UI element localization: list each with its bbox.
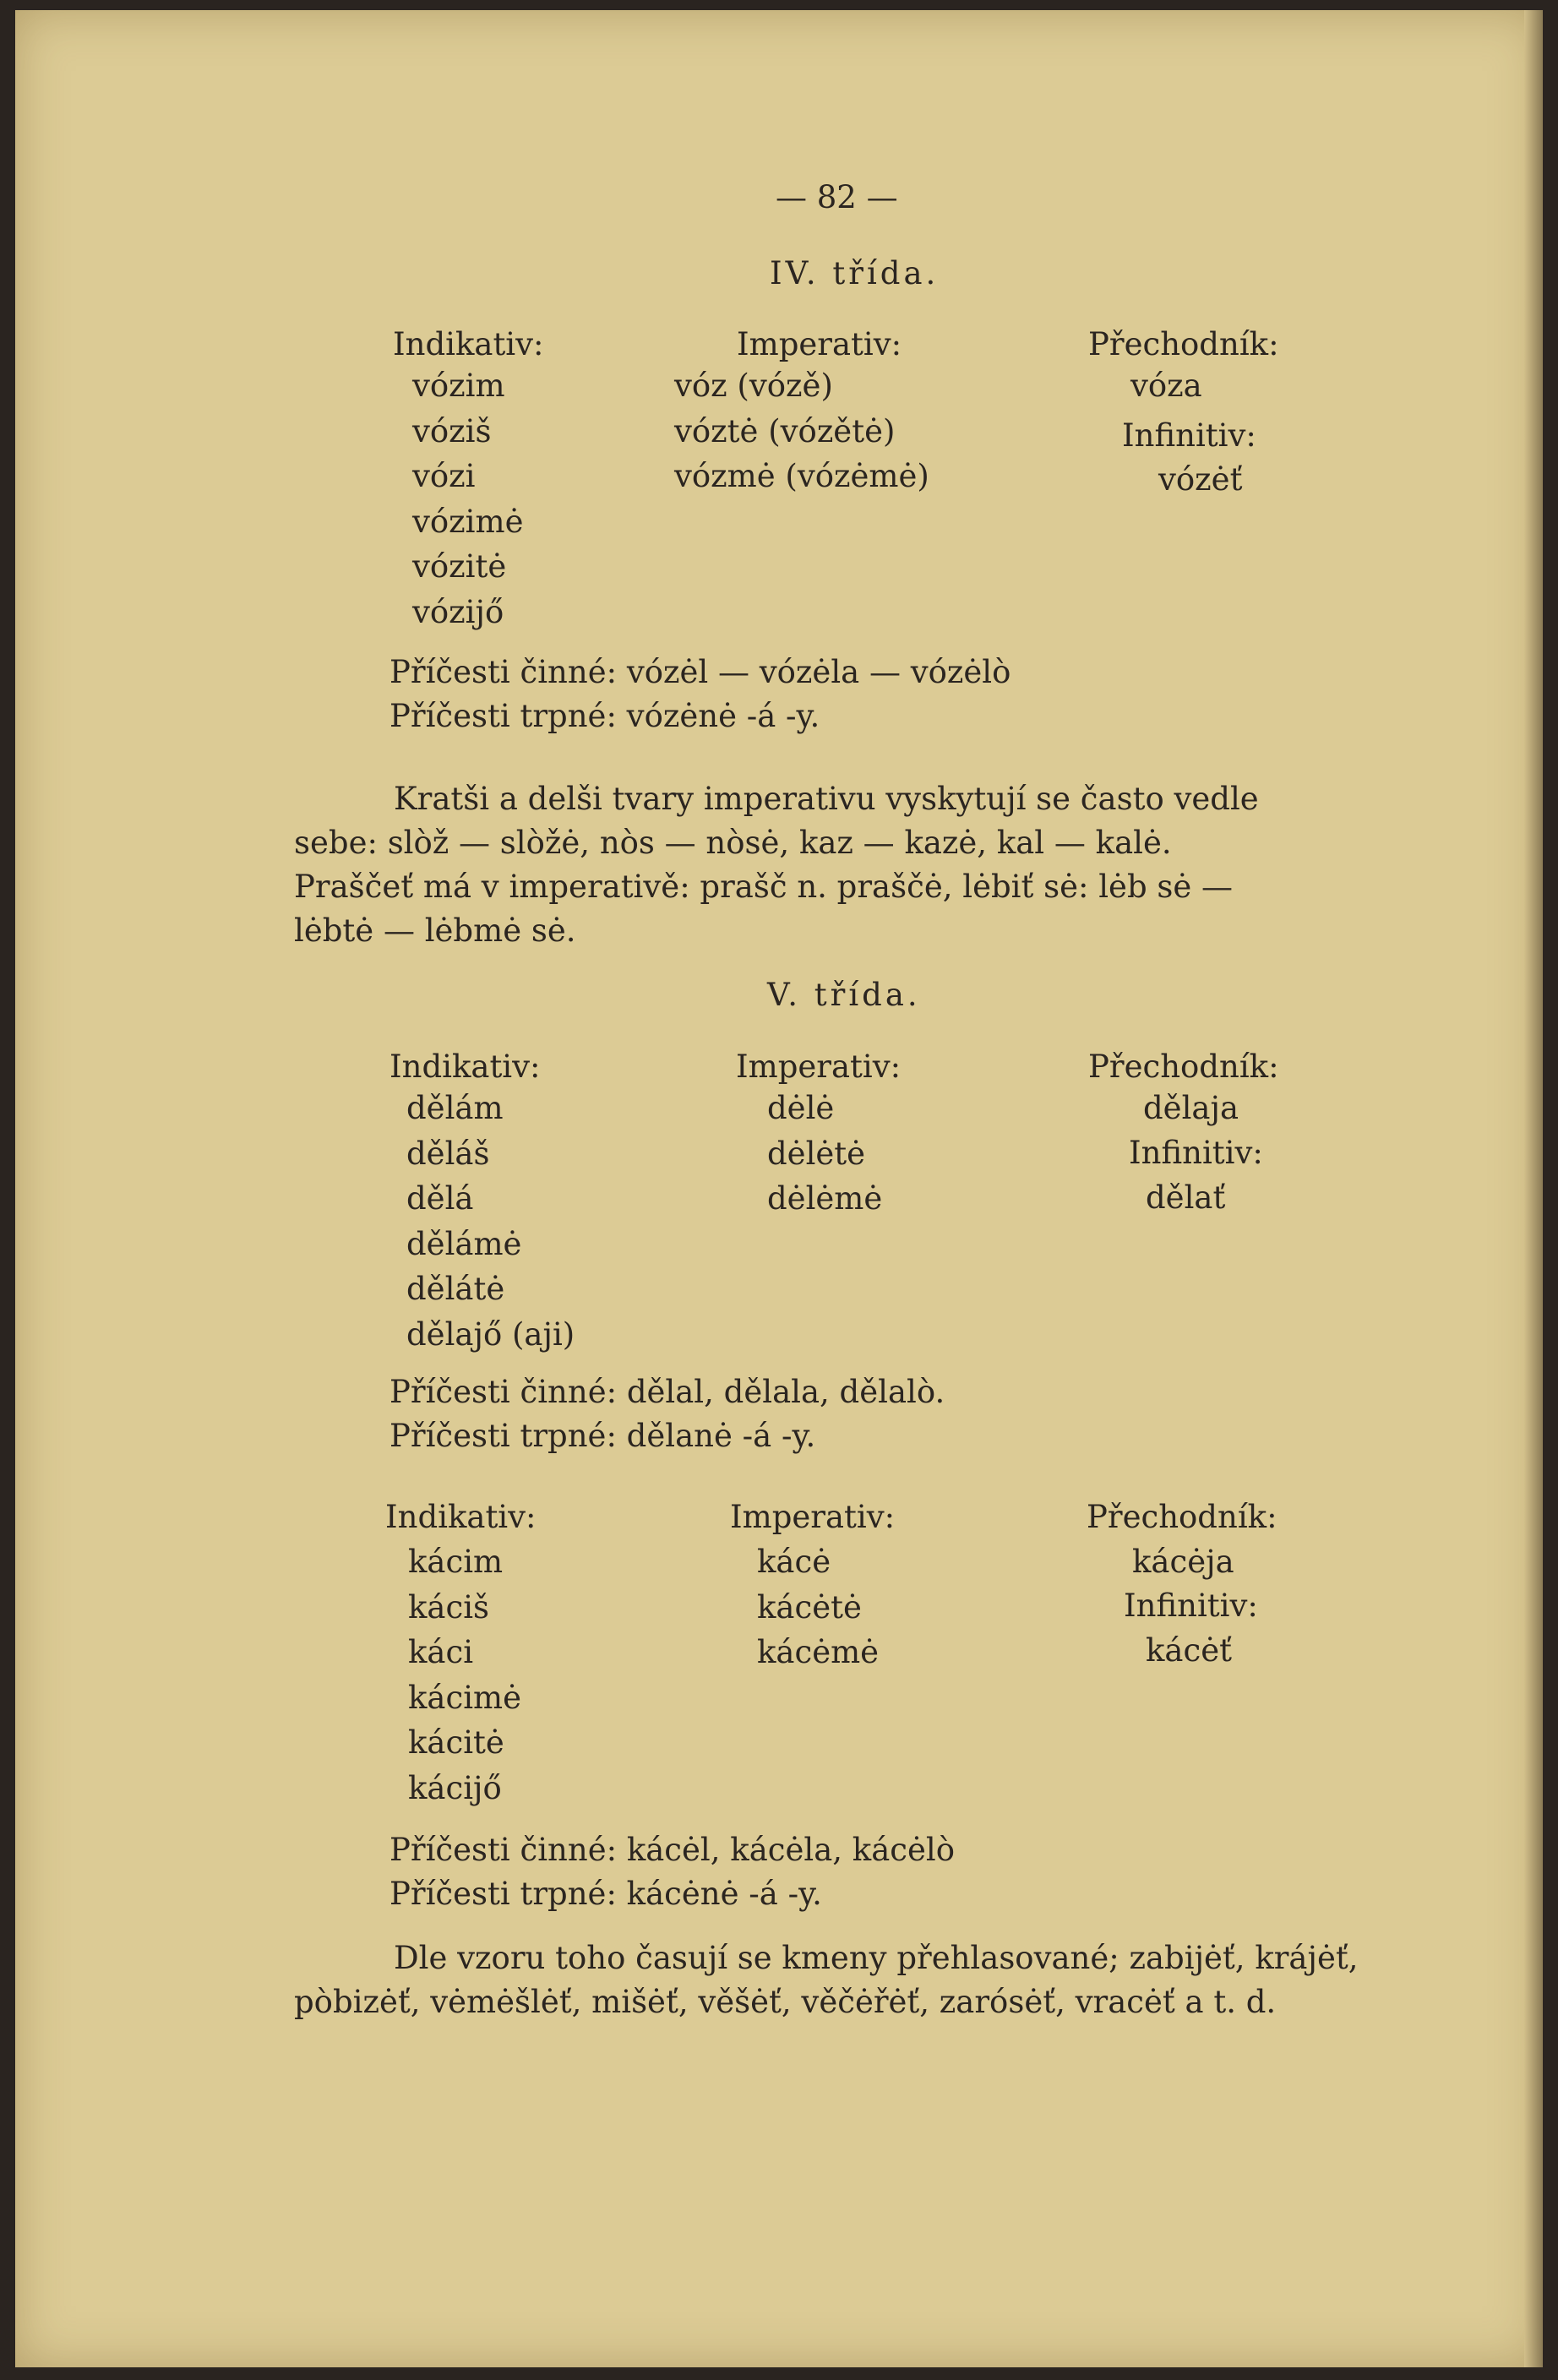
imperative-form: vóz (vózě) xyxy=(674,368,833,404)
header-imperativ: Imperativ: xyxy=(736,1048,902,1085)
imperative-form: kácė xyxy=(757,1544,831,1580)
transgressive-form: dělaja xyxy=(1143,1090,1239,1126)
header-indikativ: Indikativ: xyxy=(393,326,544,362)
paragraph-text: Praščeť má v imperativě: prašč n. praščė, lėbiť sė: lėb sė — xyxy=(294,869,1234,905)
transgressive-column xyxy=(1130,363,1202,409)
imperative-form: dėlėtė xyxy=(767,1135,866,1172)
header-prechodnik: Přechodník: xyxy=(1088,1048,1279,1085)
imperative-column xyxy=(674,363,929,499)
header-indikativ: Indikativ: xyxy=(390,1048,541,1085)
page-edge xyxy=(1524,10,1543,2367)
page-number: — 82 — xyxy=(776,179,898,215)
indicative-form: dělám xyxy=(406,1090,504,1126)
indicative-column xyxy=(408,1539,521,1811)
participle-passive: Příčesti trpné: vózėnė -á -y. xyxy=(390,698,820,734)
paragraph-line xyxy=(394,777,1401,821)
indicative-form: káciš xyxy=(408,1588,490,1626)
infinitive-label: Infinitiv: xyxy=(1129,1135,1263,1171)
header-prechodnik: Přechodník: xyxy=(1088,326,1279,362)
imperative-form: dėlė xyxy=(767,1090,835,1126)
transgressive-column xyxy=(1132,1539,1234,1585)
indicative-form: dělátė xyxy=(406,1271,505,1307)
paragraph-line xyxy=(294,865,1401,909)
imperative-form: vózmė (vózėmė) xyxy=(674,458,929,494)
transgressive-form: kácėja xyxy=(1132,1544,1234,1580)
indicative-form: kácitė xyxy=(408,1724,504,1761)
participle-active: Příčesti činné: dělal, dělala, dělalò. xyxy=(390,1374,945,1410)
indicative-form: vózitė xyxy=(412,548,507,585)
indicative-form: vózimė xyxy=(412,503,524,540)
participle-active: Příčesti činné: kácėl, kácėla, kácėlò xyxy=(390,1832,955,1868)
paragraph-imperative-note xyxy=(294,777,1401,953)
indicative-form: kácim xyxy=(408,1544,504,1580)
imperative-form: kácėmė xyxy=(757,1634,880,1670)
indicative-form: vózim xyxy=(412,368,505,404)
indicative-form: dělámė xyxy=(406,1225,522,1262)
infinitive-label: Infinitiv: xyxy=(1124,1588,1258,1624)
imperative-form: kácėtė xyxy=(757,1588,862,1626)
infinitive-form: kácėť xyxy=(1146,1632,1232,1669)
paragraph-line xyxy=(394,1936,1401,1980)
indicative-form: děláš xyxy=(406,1135,490,1172)
indicative-form: kácijő xyxy=(408,1769,502,1806)
infinitive-form: vózėť xyxy=(1158,461,1243,498)
paragraph-line xyxy=(294,821,1401,865)
indicative-form: kácimė xyxy=(408,1679,522,1716)
indicative-form: vózijő xyxy=(412,593,504,630)
indicative-form: dělá xyxy=(406,1180,474,1217)
participle-active: Příčesti činné: vózėl — vózėla — vózėlò xyxy=(390,654,1011,690)
participle-passive: Příčesti trpné: kácėnė -á -y. xyxy=(390,1876,822,1912)
header-imperativ: Imperativ: xyxy=(737,326,902,362)
header-indikativ: Indikativ: xyxy=(385,1499,537,1535)
indicative-form: dělajő (aji) xyxy=(406,1315,575,1353)
imperative-column xyxy=(767,1086,882,1222)
transgressive-form: vóza xyxy=(1130,368,1202,404)
paragraph-conjugation-note xyxy=(294,1936,1401,2024)
indicative-column xyxy=(406,1086,575,1357)
indicative-form: vóziš xyxy=(412,412,492,449)
transgressive-column xyxy=(1143,1086,1239,1131)
indicative-form: vózi xyxy=(412,458,476,494)
paragraph-line xyxy=(294,909,1401,953)
paragraph-text: sebe: slòž — slòžė, nòs — nòsė, kaz — kazė, kal — kalė. xyxy=(294,825,1172,861)
indicative-column xyxy=(412,363,524,634)
paragraph-text: Dle vzoru toho časují se kmeny přehlasované; zabijėť, krájėť, xyxy=(394,1940,1359,1976)
header-imperativ: Imperativ: xyxy=(730,1499,896,1535)
paragraph-text: Kratši a delši tvary imperativu vyskytují se často vedle xyxy=(394,781,1259,817)
paragraph-text: pòbizėť, vėmėšlėť, mišėť, věšėť, věčėřėť, zarósėť, vracėť a t. d. xyxy=(294,1984,1277,2020)
paragraph-text: lėbtė — lėbmė sė. xyxy=(294,912,576,949)
section-heading-v: V. třída. xyxy=(767,977,921,1013)
imperative-column xyxy=(757,1539,879,1675)
participle-passive: Příčesti trpné: dělanė -á -y. xyxy=(390,1418,816,1454)
book-page xyxy=(15,10,1543,2367)
infinitive-form: dělať xyxy=(1146,1179,1226,1216)
section-heading-iv: IV. třída. xyxy=(770,255,940,291)
header-prechodnik: Přechodník: xyxy=(1087,1499,1277,1535)
imperative-form: vóztė (vózětė) xyxy=(674,412,896,449)
paragraph-line xyxy=(294,1980,1401,2024)
infinitive-label: Infinitiv: xyxy=(1122,417,1256,454)
imperative-form: dėlėmė xyxy=(767,1180,883,1217)
indicative-form: káci xyxy=(408,1634,474,1670)
